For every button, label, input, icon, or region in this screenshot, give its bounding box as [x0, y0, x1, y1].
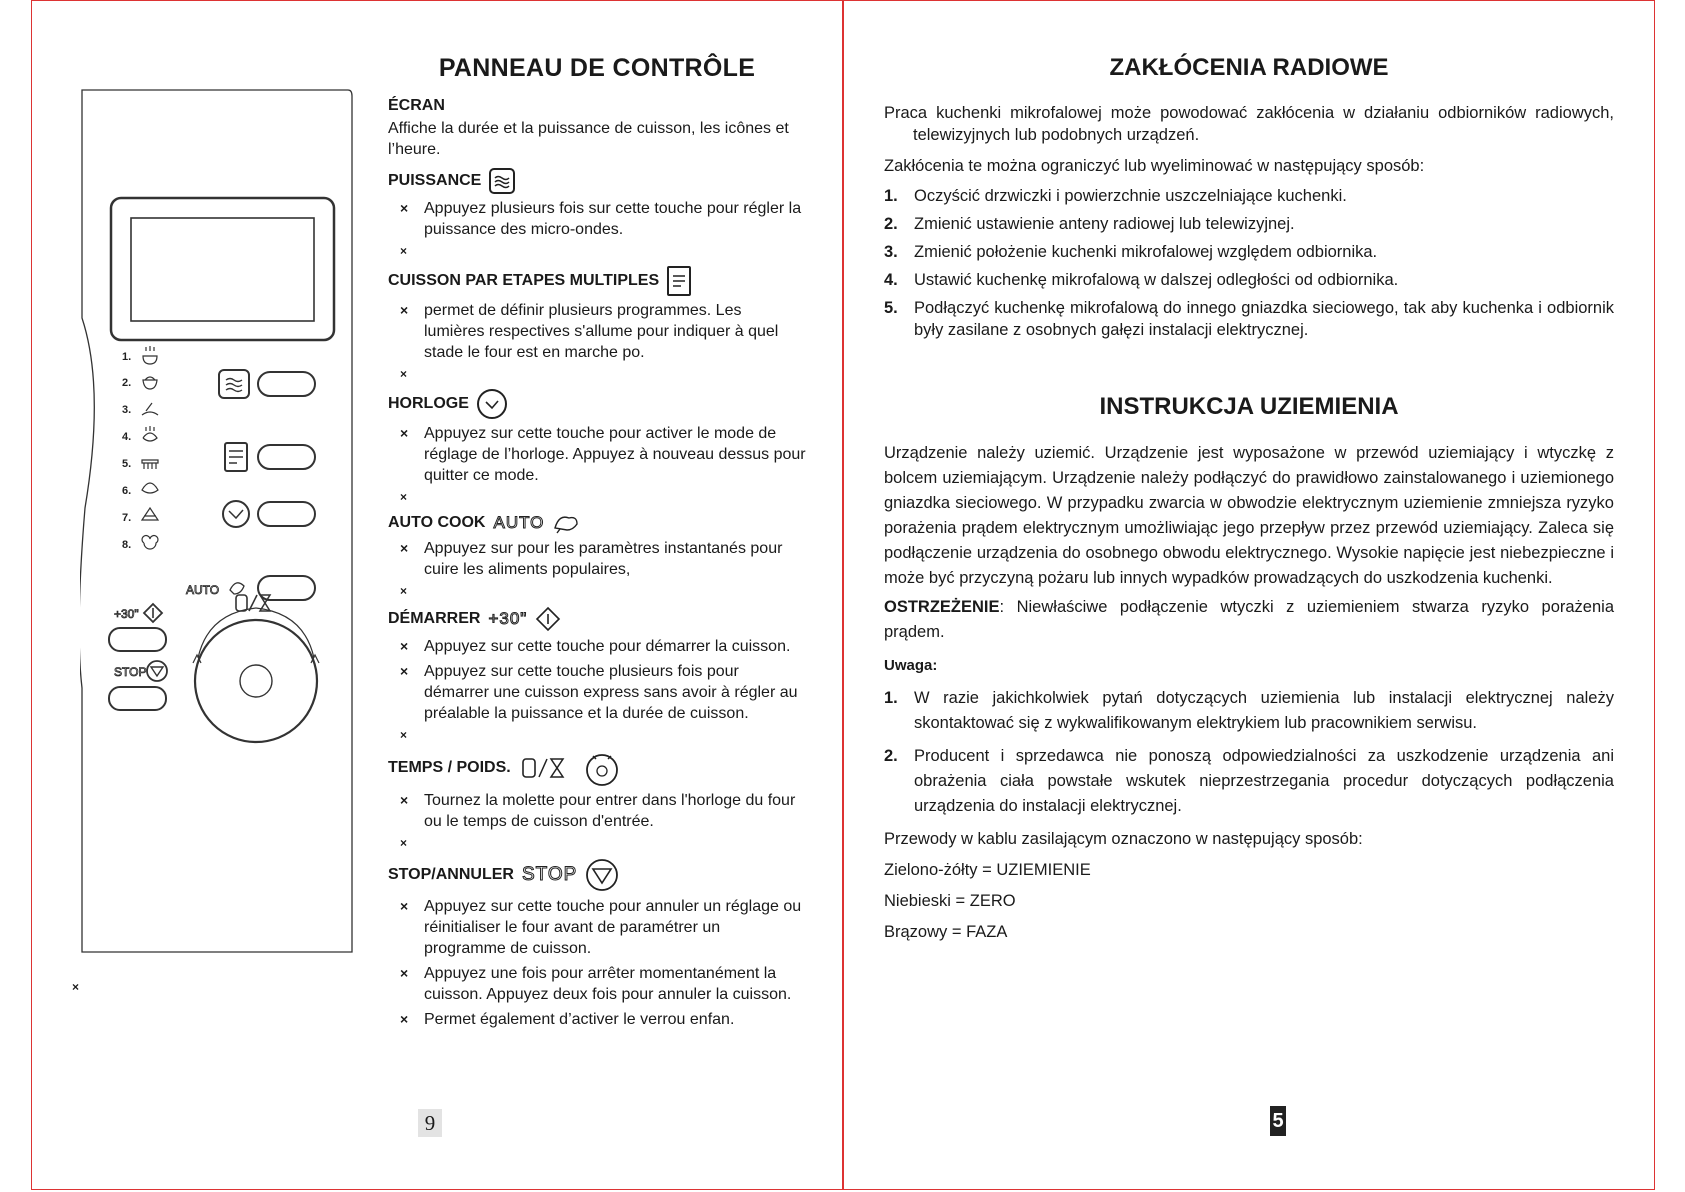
horloge-bullet-1: × Appuyez sur cette touche pour activer le mode de réglage de l’horloge. Appuyez à nouveau dessus pour quitter ce mode. [388, 423, 806, 486]
display-frame [111, 198, 334, 340]
chef-hat-icon [552, 512, 580, 534]
page-title-control-panel: PANNEAU DE CONTRÔLE [438, 54, 756, 82]
note-item-1: 1. W razie jakichkolwiek pytań dotyczących uziemienia lub instalacji elektrycznej należy skontaktować się z wykwalifikowanym elektrykiem lub pracownikiem serwisu. [884, 689, 1614, 732]
power-symbol [219, 370, 249, 398]
stop-label: STOP [114, 665, 147, 679]
page-number-right: 5 [1270, 1106, 1286, 1136]
section-puissance-label: PUISSANCE [388, 172, 482, 189]
stop-button [109, 687, 166, 710]
start-button [109, 628, 166, 651]
clock-icon [477, 389, 507, 419]
wires-lead: Przewody w kablu zasilającym oznaczono w następujący sposób: [884, 830, 1363, 848]
power-icon [489, 168, 515, 194]
stop-bullet-3: × Permet également d’activer le verrou enfan. [388, 1009, 806, 1030]
warning-line [884, 595, 1614, 645]
section-ecran-title: ÉCRAN [388, 97, 445, 114]
title-grounding: INSTRUKCJA UZIEMIENIA [1099, 393, 1399, 420]
multi-bullet-1: × permet de définir plusieurs programmes. Les lumières respectives s'allume pour indiquer à quel stade le four est en marche po. [388, 300, 806, 363]
temps-bullet-1: × Tournez la molette pour entrer dans l'horloge du four ou le temps de cuisson d'entrée. [388, 790, 806, 832]
clock-button [258, 502, 315, 526]
wire-brown: Brązowy = FAZA [884, 923, 1008, 941]
puissance-bullet-1: × Appuyez plusieurs fois sur cette touche pour régler la puissance des micro-ondes. [388, 198, 806, 240]
section-autocook-title [388, 512, 806, 534]
section-temps-label: TEMPS / POIDS. [388, 759, 511, 776]
dial-knob [195, 620, 317, 742]
wire-green-yellow: Zielono-żółty = UZIEMIENIE [884, 861, 1091, 879]
stray-mark: × [400, 728, 408, 742]
auto-icon-text: AUTO [493, 513, 545, 532]
menu-icon-8 [142, 536, 158, 549]
menu-number-4: 4. [122, 431, 132, 443]
stop-icon [585, 858, 619, 892]
warning-label: OSTRZEŻENIE [884, 598, 1000, 616]
stop-bullet-1: × Appuyez sur cette touche pour annuler un réglage ou réinitialiser le four avant de paramétrer un programme de cuisson. [388, 896, 806, 959]
menu-number-8: 8. [122, 539, 132, 551]
clock-symbol [223, 501, 249, 527]
page-number-left: 9 [418, 1109, 442, 1137]
weight-symbol [236, 595, 247, 611]
menu-number-3: 3. [122, 404, 132, 416]
radio-intro: Praca kuchenki mikrofalowej może powodować zakłócenia w działaniu odbiorników radiowych, telewizyjnych lub podobnych urządzeń. [884, 104, 1614, 144]
multistage-button [258, 445, 315, 469]
section-horloge-label: HORLOGE [388, 395, 469, 412]
start-icon [535, 606, 561, 632]
polish-column [884, 54, 1614, 949]
menu-icon-2 [143, 377, 157, 389]
menu-number-1: 1. [122, 351, 132, 363]
section-puissance-title [388, 168, 806, 194]
radio-step-5: 5. Podłączyć kuchenkę mikrofalową do innego gniazdka sieciowego, tak aby kuchenka i odbiornik były zasilane z osobnych gałęzi instalacji elektrycznej. [884, 299, 1614, 339]
control-panel-illustration [80, 88, 355, 958]
note-label: Uwaga: [884, 657, 938, 674]
grounding-text: Urządzenie należy uziemić. Urządzenie jest wyposażone w przewód uziemiający i wtyczkę z bolcem uziemiającym. Urządzenie należy podłączyć do prawidłowo zainstalowanego i uziemionego gniazdka sieciowego. W przypadku zwarcia w obwodzie elektrycznym uziemienie zmniejsza ryzyko porażenia prądem elektrycznym umożliwiając jego przepływ przez przewód uziemiający. Zaleca się podłączenie urządzenia do osobnego obwodu elektrycznego. Wysokie napięcie jest niebezpieczne i może być przyczyną pożaru lub innych wypadków prowadzących do uszkodzenia kuchenki. [884, 444, 1614, 587]
autocook-button [258, 576, 315, 600]
note-item-2: 2. Producent i sprzedawca nie ponoszą odpowiedzialności za uszkodzenie urządzenia ani obrażenia ciała powstałe wskutek nieprzestrzegania procedur dotyczących podłączenia urządzenia do instalacji elektrycznej. [884, 747, 1614, 815]
stray-mark: × [400, 584, 408, 598]
plus30-icon-text: +30" [488, 609, 528, 628]
stray-mark: × [400, 244, 408, 258]
menu-number-7: 7. [122, 512, 132, 524]
wire-blue: Niebieski = ZERO [884, 892, 1016, 910]
menu-icon-3 [142, 403, 158, 415]
dial-center [240, 665, 272, 697]
stray-mark: × [400, 490, 408, 504]
stray-mark: × [400, 836, 408, 850]
hourglass-symbol [260, 595, 270, 611]
section-demarrer-label: DÉMARRER [388, 610, 481, 627]
demarrer-bullet-2: × Appuyez sur cette touche plusieurs fois pour démarrer une cuisson express sans avoir à régler au préalable la puissance et la durée de cuisson. [388, 661, 806, 724]
stray-mark: × [400, 367, 408, 381]
auto-label: AUTO [186, 583, 220, 597]
menu-icon-6 [142, 483, 158, 493]
radio-lead: Zakłócenia te można ograniczyć lub wyeliminować w następujący sposób: [884, 157, 1425, 175]
section-stop-title [388, 858, 806, 892]
demarrer-bullet-1: × Appuyez sur cette touche pour démarrer la cuisson. [388, 636, 806, 657]
menu-icon-4 [143, 426, 157, 441]
section-temps-title [388, 750, 806, 786]
section-multi-title [388, 266, 806, 296]
radio-step-2: 2. Zmienić ustawienie anteny radiowej lub telewizyjnej. [884, 215, 1295, 233]
radio-step-3: 3. Zmienić położenie kuchenki mikrofalowej względem odbiornika. [884, 243, 1378, 261]
stop-bullet-2: × Appuyez une fois pour arrêter momentanément la cuisson. Appuyez deux fois pour annuler la cuisson. [388, 963, 806, 1005]
stop-icon-text: STOP [521, 864, 578, 885]
radio-step-1: 1. Oczyścić drzwiczki i powierzchnie uszczelniające kuchenki. [884, 187, 1347, 205]
weight-hourglass-icon [519, 753, 575, 783]
power-button [258, 372, 315, 396]
autocook-bullet-1: × Appuyez sur pour les paramètres instantanés pour cuire les aliments populaires, [388, 538, 806, 580]
display-screen [131, 218, 314, 321]
section-autocook-label: AUTO COOK [388, 514, 486, 531]
menu-icon-5 [142, 460, 158, 469]
plus30-label: +30" [114, 607, 139, 621]
stray-mark: × [72, 980, 80, 994]
section-stop-label: STOP/ANNULER [388, 866, 514, 883]
panel-outline [80, 90, 352, 952]
french-column [388, 54, 806, 1034]
section-ecran-text: Affiche la durée et la puissance de cuisson, les icônes et l’heure. [388, 120, 789, 158]
menu-icon-1 [143, 346, 157, 364]
menu-number-5: 5. [122, 458, 132, 470]
section-multi-label: CUISSON PAR ETAPES MULTIPLES [388, 272, 660, 289]
warning-text: : Niewłaściwe podłączenie wtyczki z uziemieniem stwarza ryzyko porażenia prądem. [884, 598, 1614, 641]
menu-number-6: 6. [122, 485, 132, 497]
radio-step-4: 4. Ustawić kuchenkę mikrofalową w dalszej odległości od odbiornika. [884, 271, 1399, 289]
section-demarrer-title [388, 606, 806, 632]
menu-icon-7 [142, 508, 158, 520]
dial-icon [583, 750, 621, 786]
stop-symbol [147, 661, 167, 681]
title-radio-interference: ZAKŁÓCENIA RADIOWE [1109, 54, 1389, 81]
menu-number-2: 2. [122, 377, 132, 389]
multistage-icon [667, 266, 691, 296]
section-horloge-title [388, 389, 806, 419]
